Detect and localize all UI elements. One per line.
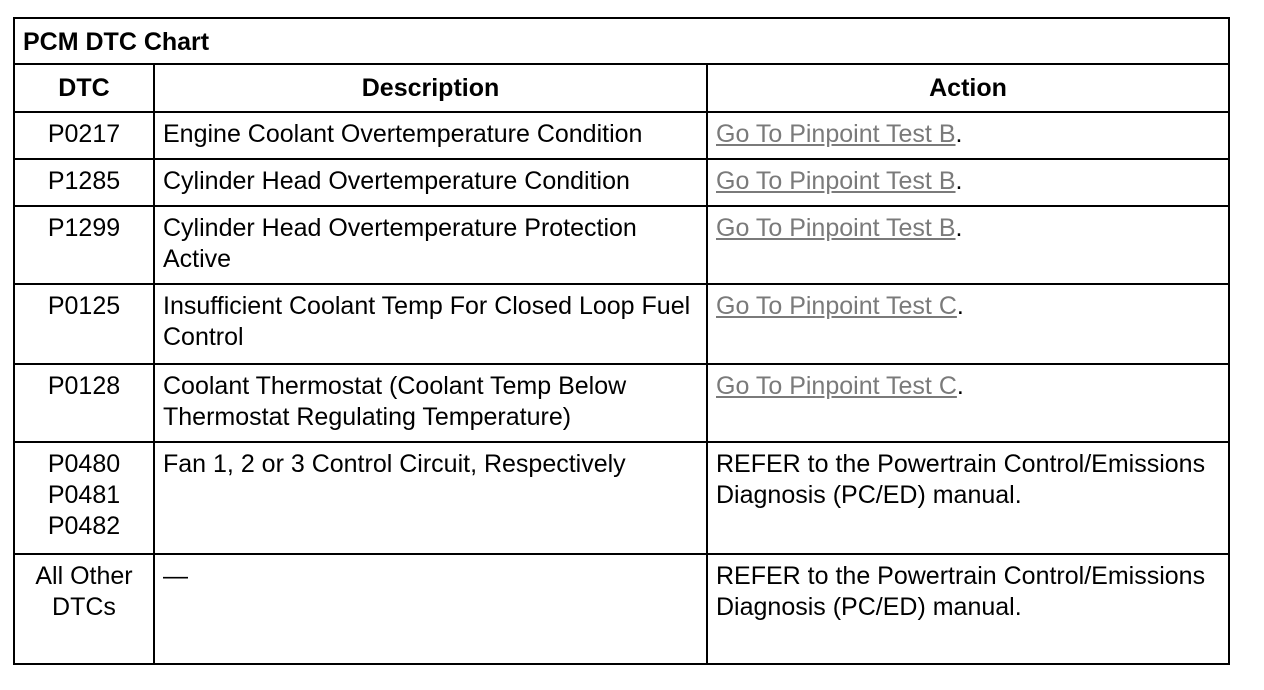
table-row: [14, 112, 1229, 159]
column-header-action: Action: [707, 64, 1229, 112]
dtc-code: P0481: [47, 481, 121, 509]
table-row: [14, 206, 1229, 284]
table-row: [14, 284, 1229, 364]
action-cell: [707, 364, 1229, 442]
description-cell: —: [154, 554, 707, 664]
pcm-dtc-chart-table: [13, 17, 1230, 665]
action-suffix: .: [956, 372, 964, 400]
dtc-code-cell: [14, 112, 154, 159]
action-cell: REFER to the Powertrain Control/Emissions Diagnosis (PC/ED) manual.: [707, 442, 1229, 554]
action-cell: [707, 112, 1229, 159]
dtc-code: P1299: [47, 214, 121, 242]
dtc-code: P0480: [47, 450, 121, 478]
table-row: [14, 364, 1229, 442]
action-suffix: .: [956, 292, 964, 320]
dtc-code-cell: [14, 159, 154, 206]
action-suffix: .: [955, 120, 963, 148]
description-cell: Engine Coolant Overtemperature Condition: [154, 112, 707, 159]
dtc-code: P1285: [47, 167, 121, 195]
pinpoint-test-link[interactable]: Go To Pinpoint Test B: [716, 214, 956, 242]
table-row: [14, 554, 1229, 664]
description-cell: Cylinder Head Overtemperature Condition: [154, 159, 707, 206]
column-header-dtc: DTC: [14, 64, 154, 112]
description-cell: Coolant Thermostat (Coolant Temp Below Thermostat Regulating Temperature): [154, 364, 707, 442]
dtc-code-cell: [14, 554, 154, 664]
pinpoint-test-link[interactable]: Go To Pinpoint Test C: [716, 292, 957, 320]
dtc-code: P0482: [47, 512, 121, 540]
description-cell: Fan 1, 2 or 3 Control Circuit, Respectively: [154, 442, 707, 554]
pinpoint-test-link[interactable]: Go To Pinpoint Test B: [716, 167, 956, 195]
table-title-row: [14, 18, 1229, 64]
action-cell: [707, 206, 1229, 284]
description-cell: Insufficient Coolant Temp For Closed Loop Fuel Control: [154, 284, 707, 364]
action-cell: [707, 159, 1229, 206]
table-row: [14, 442, 1229, 554]
pinpoint-test-link[interactable]: Go To Pinpoint Test C: [716, 372, 957, 400]
table-row: [14, 159, 1229, 206]
dtc-code: P0128: [47, 372, 121, 400]
dtc-code: All Other DTCs: [35, 562, 133, 621]
pinpoint-test-link[interactable]: Go To Pinpoint Test B: [716, 120, 956, 148]
dtc-code: P0125: [47, 292, 121, 320]
table-header-row: [14, 64, 1229, 112]
action-suffix: .: [955, 167, 963, 195]
action-cell: REFER to the Powertrain Control/Emissions Diagnosis (PC/ED) manual.: [707, 554, 1229, 664]
dtc-code-cell: [14, 364, 154, 442]
action-cell: [707, 284, 1229, 364]
dtc-code-cell: [14, 206, 154, 284]
dtc-code: P0217: [47, 120, 121, 148]
dtc-code-cell: [14, 442, 154, 554]
dtc-code-cell: [14, 284, 154, 364]
column-header-description: Description: [154, 64, 707, 112]
table-title: PCM DTC Chart: [14, 18, 1229, 64]
action-suffix: .: [955, 214, 963, 242]
description-cell: Cylinder Head Overtemperature Protection Active: [154, 206, 707, 284]
